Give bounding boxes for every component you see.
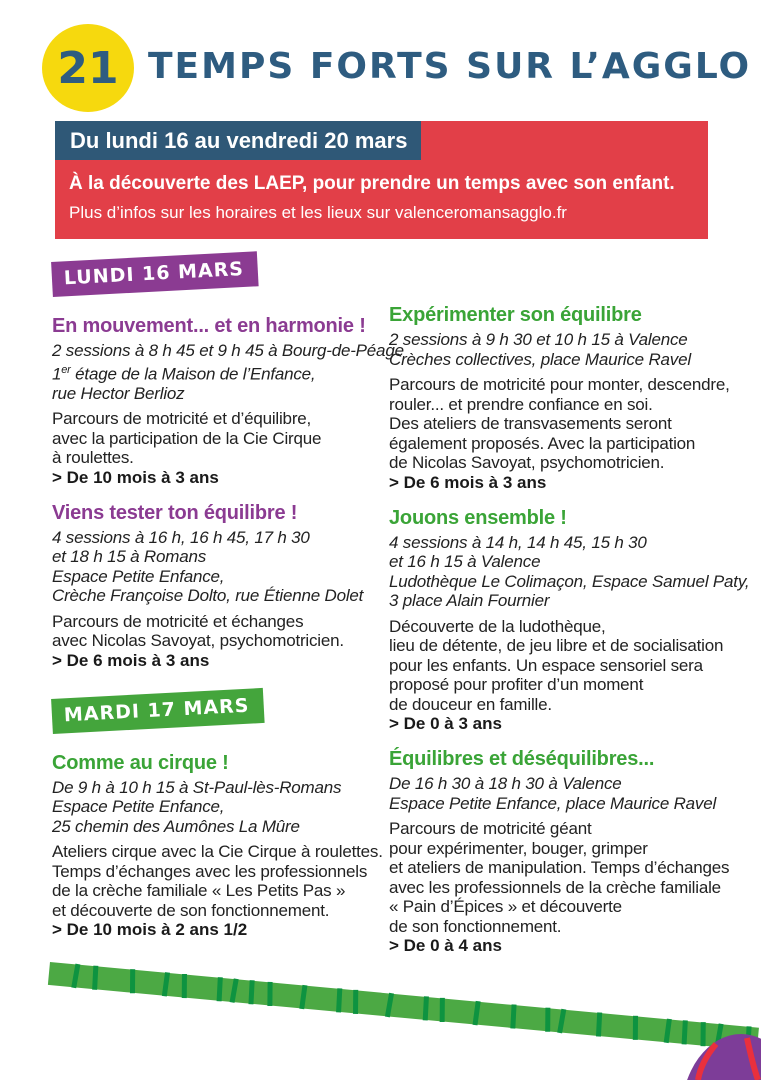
banner-details: Plus d’infos sur les horaires et les lieux sur valenceromansagglo.fr — [69, 203, 567, 222]
day-banner: MARDI 17 MARS — [51, 688, 264, 734]
event-section — [52, 752, 384, 941]
event-schedule-line: Espace Petite Enfance, — [52, 566, 225, 586]
event-schedule — [389, 532, 750, 611]
event-section — [389, 506, 750, 735]
event-description-line: de la crèche familiale « Les Petits Pas » — [52, 881, 346, 901]
event-description — [52, 409, 384, 468]
event-schedule-line: 2 sessions à 9 h 30 et 10 h 15 à Valence — [389, 330, 688, 349]
event-schedule-line: Crèche Françoise Dolto, rue Étienne Dolet — [52, 586, 364, 606]
info-banner — [55, 121, 708, 239]
banner-headline: À la découverte des LAEP, pour prendre un temps avec son enfant. — [69, 173, 675, 194]
event-description-line: Parcours de motricité géant — [389, 819, 592, 838]
event-age-range: > De 6 mois à 3 ans — [52, 650, 210, 670]
event-title: Jouons ensemble ! — [389, 506, 567, 529]
event-description-line: Parcours de motricité pour monter, descendre, — [389, 375, 730, 394]
event-age-range: > De 0 à 4 ans — [389, 936, 502, 955]
balloon-decoration — [646, 992, 761, 1080]
event-section — [389, 304, 734, 493]
page-number-badge — [42, 24, 134, 112]
event-description-line: de douceur en famille. — [389, 694, 552, 714]
event-description-line: avec Nicolas Savoyat, psychomotricien. — [52, 631, 344, 651]
event-description-line: Ateliers cirque avec la Cie Cirque à roulettes. — [52, 842, 383, 862]
event-schedule-line: Espace Petite Enfance, — [52, 797, 225, 817]
event-description-line: rouler... et prendre confiance en soi. — [389, 394, 653, 414]
event-schedule-line: 2 sessions à 8 h 45 et 9 h 45 à Bourg-de-Péage — [52, 341, 404, 360]
event-description-line: proposé pour profiter d’un moment — [389, 675, 644, 694]
event-title: Équilibres et déséquilibres... — [389, 748, 655, 770]
event-description-line: avec les professionnels de la crèche familiale — [389, 877, 721, 897]
event-age-range: > De 10 mois à 3 ans — [52, 467, 219, 487]
event-schedule-line: rue Hector Berlioz — [52, 383, 185, 403]
event-description — [52, 612, 384, 651]
day-banner-wrap — [52, 257, 384, 297]
event-description-line: Temps d’échanges avec les professionnels — [52, 861, 368, 881]
page-title: TEMPS FORTS SUR L’AGGLO — [148, 46, 752, 87]
event-schedule-line: 4 sessions à 14 h, 14 h 45, 15 h 30 — [389, 532, 647, 552]
event-schedule-line: De 9 h à 10 h 15 à St-Paul-lès-Romans — [52, 777, 342, 797]
event-schedule-line: et 18 h 15 à Romans — [52, 547, 207, 567]
event-schedule — [52, 528, 384, 606]
event-description-line: de Nicolas Savoyat, psychomotricien. — [389, 453, 665, 472]
event-section — [52, 502, 384, 671]
event-description — [389, 819, 734, 936]
event-description-line: pour les enfants. Un espace sensoriel sera — [389, 655, 703, 675]
event-schedule — [389, 330, 734, 369]
event-description — [389, 617, 734, 715]
event-schedule-line: 4 sessions à 16 h, 16 h 45, 17 h 30 — [52, 527, 310, 547]
event-description-line: également proposés. Avec la participation — [389, 433, 696, 453]
event-schedule — [52, 778, 384, 837]
event-age-range: > De 0 à 3 ans — [389, 714, 502, 733]
event-description-line: et ateliers de manipulation. Temps d’échanges — [389, 858, 730, 877]
event-description-line: Découverte de la ludothèque, — [389, 616, 606, 636]
event-schedule-line: Crèches collectives, place Maurice Ravel — [389, 349, 691, 369]
event-description — [389, 375, 734, 473]
event-schedule-line: Espace Petite Enfance, place Maurice Ravel — [389, 793, 717, 813]
events-column-right — [389, 304, 750, 970]
event-description-line: « Pain d’Épices » et découverte — [389, 897, 622, 916]
event-schedule-line: et 16 h 15 à Valence — [389, 552, 541, 571]
event-schedule-line: Ludothèque Le Colimaçon, Espace Samuel Paty, — [389, 571, 750, 591]
event-age-range: > De 10 mois à 2 ans 1/2 — [52, 920, 248, 940]
event-section — [52, 315, 404, 488]
date-range-banner: Du lundi 16 au vendredi 20 mars — [55, 121, 421, 160]
event-title: Comme au cirque ! — [52, 751, 229, 774]
event-description-line: Parcours de motricité et échanges — [52, 611, 304, 631]
event-description-line: avec la participation de la Cie Cirque — [52, 428, 322, 448]
event-schedule — [52, 341, 404, 403]
event-schedule-line: 1er étage de la Maison de l’Enfance, — [52, 363, 316, 384]
day-banner: LUNDI 16 MARS — [51, 251, 259, 297]
event-description-line: de son fonctionnement. — [389, 916, 562, 936]
event-schedule-line: 25 chemin des Aumônes La Mûre — [52, 816, 300, 836]
event-schedule-line: 3 place Alain Fournier — [389, 591, 550, 610]
event-description-line: à roulettes. — [52, 448, 134, 468]
event-schedule-line: De 16 h 30 à 18 h 30 à Valence — [389, 774, 622, 793]
page-number: 21 — [57, 42, 119, 94]
events-column-left — [52, 257, 404, 954]
event-description-line: et découverte de son fonctionnement. — [52, 900, 330, 920]
event-title: Expérimenter son équilibre — [389, 304, 642, 326]
event-description-line: Parcours de motricité et d’équilibre, — [52, 409, 312, 429]
event-section — [389, 748, 734, 956]
event-schedule — [389, 774, 734, 813]
event-age-range: > De 6 mois à 3 ans — [389, 472, 547, 492]
event-description-line: lieu de détente, de jeu libre et de socialisation — [389, 636, 724, 655]
event-title: En mouvement... et en harmonie ! — [52, 315, 366, 337]
event-description-line: Des ateliers de transvasements seront — [389, 414, 672, 433]
event-title: Viens tester ton équilibre ! — [52, 501, 298, 524]
event-description-line: pour expérimenter, bouger, grimper — [389, 838, 648, 858]
event-description — [52, 842, 384, 920]
day-banner-wrap — [52, 694, 384, 734]
